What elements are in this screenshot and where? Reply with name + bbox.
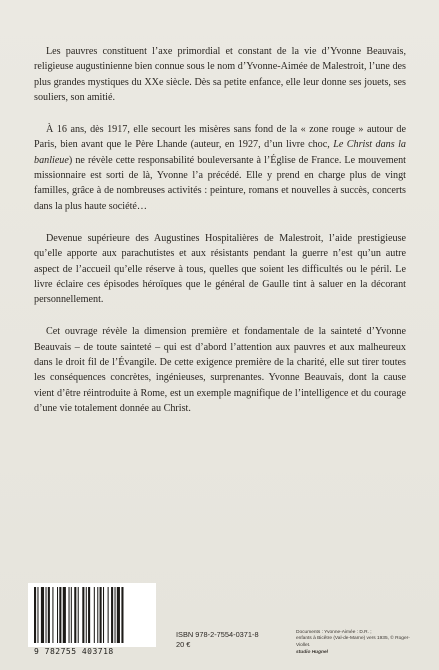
isbn-number: ISBN 978-2-7554-0371-8: [176, 630, 259, 639]
paragraph-3: Devenue supérieure des Augustines Hospitalières de Malestroit, l’aide prestigieuse qu’elle apporte aux parachutistes et aux résistants pendant la guerre n’est qu’un autre aspect de l’accueil qu’elle réserve à tous, quelles que soient les difficultés ou le péril. Le livre éclaire ces épisodes héroïques que le général de Gaulle tint à saluer en la décorant personnellement.: [34, 232, 406, 306]
paragraph-2-part-a: À 16 ans, dès 1917, elle secourt les misères sans fond de la « zone rouge » autour de Paris, bien avant que le Père Lhande (auteur, en 1927, d’un livre choc,: [34, 124, 406, 151]
blurb-text: [34, 44, 406, 433]
credits-line-1: Documents : Yvonne-Aimée : D.R. ;: [296, 630, 372, 635]
photo-credits: [296, 630, 414, 656]
barcode-digits: 9 782755 403718: [34, 647, 114, 656]
isbn-block: [176, 630, 259, 650]
barcode-icon: [28, 583, 156, 647]
paragraph-4: Cet ouvrage révèle la dimension première et fondamentale de la sainteté d’Yvonne Beauvais – de toute sainteté – qui est d’abord l’attention aux pauvres et aux malheureux dans le droit fil de l’Évangile. De cette exigence première de la charité, elle sut tirer toutes les conséquences concrètes, ingénieuses, surprenantes. Yvonne Beauvais, dont la cause vient d’être réintroduite à Rome, est un exemple magnifique de l’intelligence et du courage d’une vie totalement donnée au Christ.: [34, 326, 406, 414]
paragraph-2: [34, 122, 406, 214]
studio-credit: studio Hugnel: [296, 649, 328, 655]
credits-line-2: enfants à Bicêtre (Val-de-Marne) vers 1935, © Roger-Viollet.: [296, 636, 410, 648]
paragraph-2-part-b: ) ne révèle cette responsabilité bouleversante à l’Église de France. Le mouvement missionnaire est sorti de là, Yvonne l’a précédé. Elle y prend en charge plus de vingt familles, grâce à de nombreuses activités : peinture, romans et nouvelles à succès, concerts dans la plus haute société…: [34, 154, 406, 212]
book-title-reference: Le Christ dans la banlieue: [34, 139, 406, 166]
paragraph-1: Les pauvres constituent l’axe primordial et constant de la vie d’Yvonne Beauvais, religieuse augustinienne bien connue sous le nom d’Yvonne-Aimée de Malestroit, l’une des plus grandes mystiques du XXe siècle. Dès sa petite enfance, elle leur donne ses jouets, ses souliers, son amitié.: [34, 46, 406, 103]
price: 20 €: [176, 640, 191, 649]
